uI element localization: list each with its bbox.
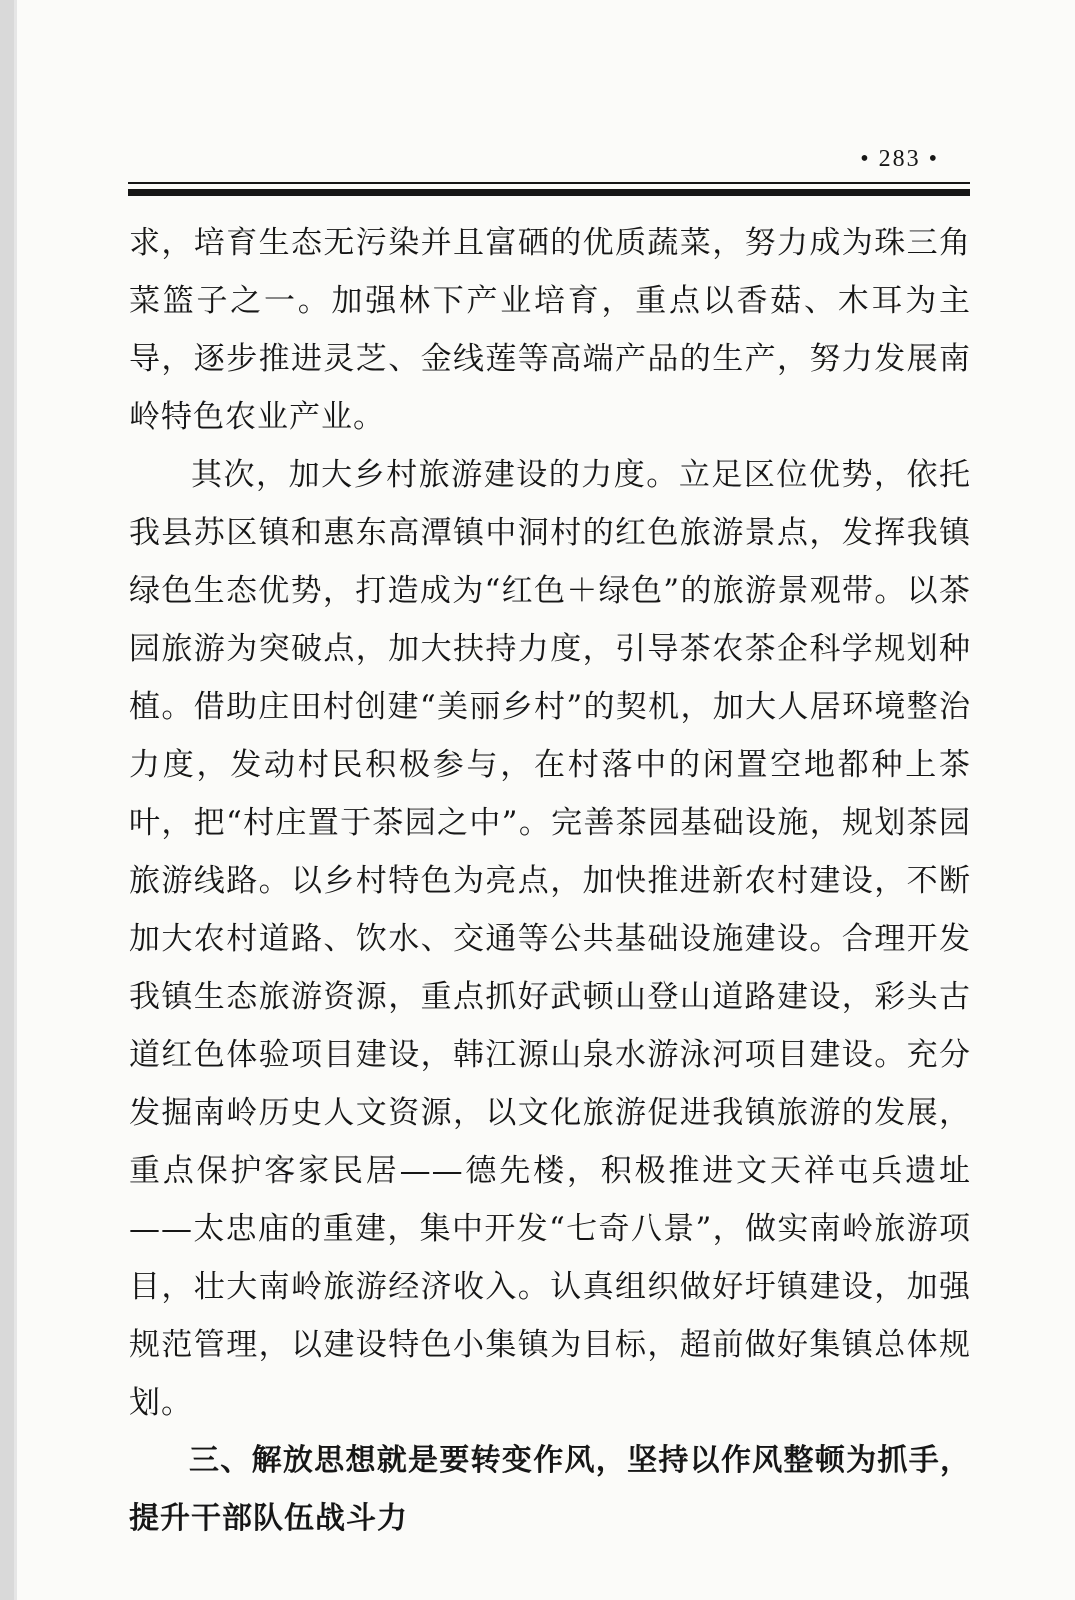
- page-body: [129, 214, 971, 1548]
- header-rule-thin: [128, 182, 970, 184]
- paragraph-rural-tourism: 其次，加大乡村旅游建设的力度。立足区位优势，依托我县苏区镇和惠东高潭镇中洞村的红色旅游景点，发挥我镇绿色生态优势，打造成为“红色＋绿色”的旅游景观带。以茶园旅游为突破点，加大扶持力度，引导茶农茶企科学规划种植。借助庄田村创建“美丽乡村”的契机，加大人居环境整治力度，发动村民积极参与，在村落中的闲置空地都种上茶叶，把“村庄置于茶园之中”。完善茶园基础设施，规划茶园旅游线路。以乡村特色为亮点，加快推进新农村建设，不断加大农村道路、饮水、交通等公共基础设施建设。合理开发我镇生态旅游资源，重点抓好武顿山登山道路建设，彩头古道红色体验项目建设，韩江源山泉水游泳河项目建设。充分发掘南岭历史人文资源，以文化旅游促进我镇旅游的发展，重点保护客家民居——德先楼，积极推进文天祥屯兵遗址——太忠庙的重建，集中开发“七奇八景”，做实南岭旅游项目，壮大南岭旅游经济收入。认真组织做好圩镇建设，加强规范管理，以建设特色小集镇为目标，超前做好集镇总体规划。: [129, 457, 971, 1421]
- paragraph-continued: 求，培育生态无污染并且富硒的优质蔬菜，努力成为珠三角菜篮子之一。加强林下产业培育，重点以香菇、木耳为主导，逐步推进灵芝、金线莲等高端产品的生产，努力发展南岭特色农业产业。: [129, 225, 971, 435]
- header-rule-thick: [128, 189, 970, 196]
- page-number: • 283 •: [860, 146, 939, 172]
- book-page: [14, 0, 1075, 1600]
- section-heading: 三、解放思想就是要转变作风，坚持以作风整顿为抓手，提升干部队伍战斗力: [129, 1443, 971, 1536]
